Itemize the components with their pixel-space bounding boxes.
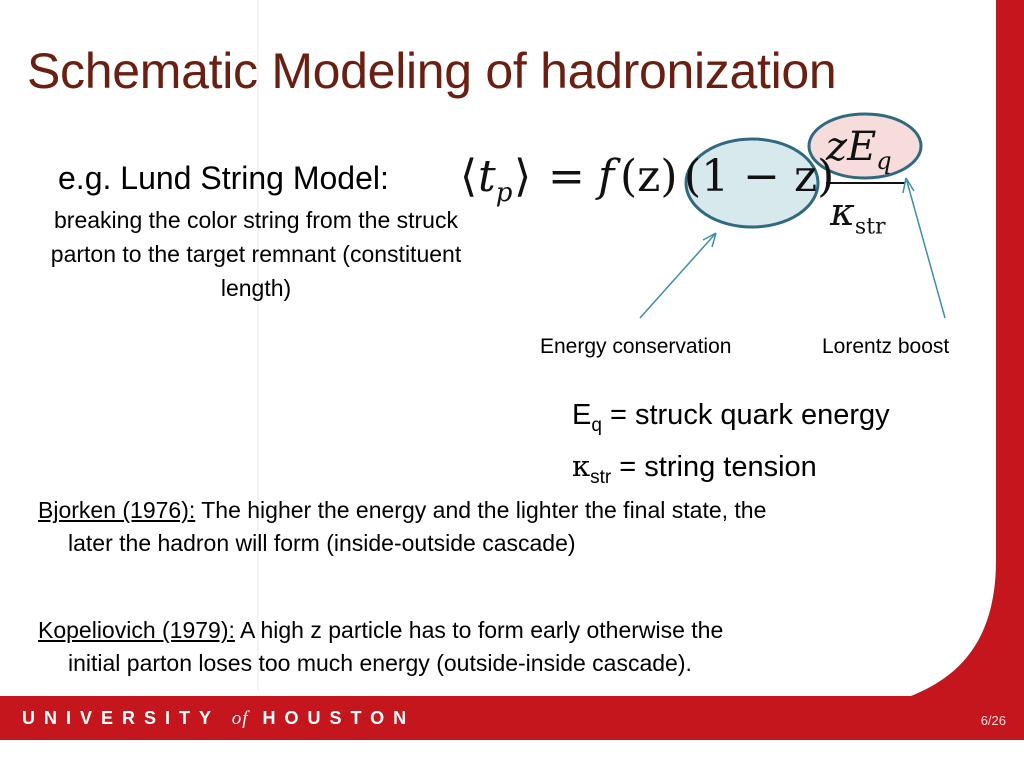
eq-t: $t_p$	[478, 151, 513, 208]
eq-angle-close: ⟩	[514, 151, 532, 202]
label-energy-conservation: Energy conservation	[540, 335, 732, 358]
page-number: 6/26	[980, 713, 1006, 728]
eq-numerator: $zE_q$	[826, 124, 892, 175]
slide-title: Schematic Modeling of hadronization	[27, 43, 837, 99]
bjorken-reference: Bjorken (1976):	[38, 497, 196, 523]
definition-kappa: $\kappa_{str}$ = string tension	[572, 448, 817, 488]
eq-f: f	[598, 151, 615, 202]
definitions	[572, 395, 890, 498]
model-description: breaking the color string from the struck parton to the target remnant (constituent length)	[50, 207, 462, 301]
label-lorentz-boost: Lorentz boost	[822, 335, 950, 358]
eq-denominator: $\kappa_{str}$	[830, 190, 886, 240]
eq-equals: =	[548, 151, 585, 202]
eq-arg: (z)	[620, 151, 678, 202]
bullet-bjorken: Bjorken (1976): The higher the energy and the lighter the final state, the later the hadron will form (inside-outside cascade)	[38, 497, 767, 556]
definition-eq: $E_q$ = struck quark energy	[572, 399, 890, 436]
eq-angle-open: ⟨	[460, 151, 478, 202]
eq-paren-term: (1 − z)	[684, 151, 835, 202]
model-heading: e.g. Lund String Model:	[58, 160, 389, 196]
lorentz-arrow	[906, 178, 945, 318]
kopeliovich-reference: Kopeliovich (1979):	[38, 617, 235, 643]
bullet-kopeliovich: Kopeliovich (1979): A high z particle has to form early otherwise the initial parton loses too much energy (outside-inside cascade).	[38, 617, 724, 676]
university-logo: UNIVERSITY of HOUSTON	[22, 708, 416, 729]
energy-arrow	[640, 233, 716, 318]
